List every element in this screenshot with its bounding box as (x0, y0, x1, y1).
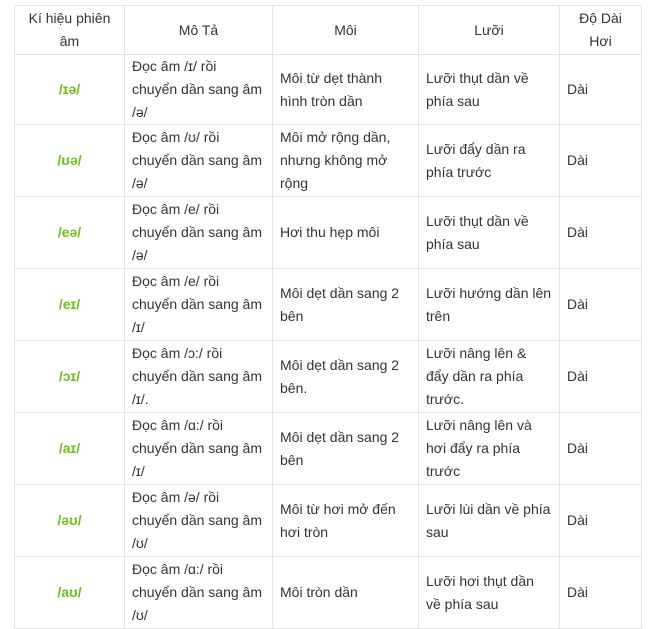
table-row (15, 269, 642, 341)
lips-cell: Môi mở rộng dần, nhưng không mở rộng (273, 125, 419, 197)
length-cell: Dài (560, 413, 642, 485)
ipa-cell: /ɪə/ (15, 55, 125, 125)
description-cell: Đọc âm /ɪ/ rồi chuyển dần sang âm /ə/ (125, 55, 273, 125)
table-row (15, 413, 642, 485)
tongue-cell: Lưỡi hướng dần lên trên (419, 269, 560, 341)
description-cell: Đọc âm /ə/ rồi chuyển dần sang âm /ʊ/ (125, 485, 273, 557)
header-tongue: Lưỡi (419, 6, 560, 55)
ipa-cell: /eɪ/ (15, 269, 125, 341)
lips-cell: Môi tròn dần (273, 557, 419, 629)
description-cell: Đọc âm /e/ rồi chuyển dần sang âm /ə/ (125, 197, 273, 269)
table-row (15, 557, 642, 629)
header-length: Độ Dài Hơi (560, 6, 642, 55)
length-cell: Dài (560, 197, 642, 269)
table-row (15, 125, 642, 197)
length-cell: Dài (560, 341, 642, 413)
ipa-cell: /əʊ/ (15, 485, 125, 557)
ipa-cell: /ʊə/ (15, 125, 125, 197)
description-cell: Đọc âm /ɑ:/ rồi chuyển dần sang âm /ʊ/ (125, 557, 273, 629)
tongue-cell: Lưỡi lùi dần về phía sau (419, 485, 560, 557)
lips-cell: Môi dẹt dần sang 2 bên. (273, 341, 419, 413)
table-row (15, 485, 642, 557)
description-cell: Đọc âm /ʊ/ rồi chuyển dần sang âm /ə/ (125, 125, 273, 197)
ipa-cell: /aʊ/ (15, 557, 125, 629)
tongue-cell: Lưỡi nâng lên & đẩy dần ra phía trước. (419, 341, 560, 413)
header-description: Mô Tả (125, 6, 273, 55)
ipa-cell: /ɔɪ/ (15, 341, 125, 413)
ipa-cell: /aɪ/ (15, 413, 125, 485)
lips-cell: Môi dẹt dần sang 2 bên (273, 269, 419, 341)
lips-cell: Môi từ hơi mở đến hơi tròn (273, 485, 419, 557)
tongue-cell: Lưỡi hơi thụt dần về phía sau (419, 557, 560, 629)
diphthong-table (14, 5, 642, 629)
tongue-cell: Lưỡi thụt dần về phía sau (419, 197, 560, 269)
description-cell: Đọc âm /ɑ:/ rồi chuyển dần sang âm /ɪ/ (125, 413, 273, 485)
description-cell: Đọc âm /ɔ:/ rồi chuyển dần sang âm /ɪ/. (125, 341, 273, 413)
lips-cell: Hơi thu hẹp môi (273, 197, 419, 269)
description-cell: Đọc âm /e/ rồi chuyển dần sang âm /ɪ/ (125, 269, 273, 341)
lips-cell: Môi từ dẹt thành hình tròn dần (273, 55, 419, 125)
table-row (15, 55, 642, 125)
header-row (15, 6, 642, 55)
table-row (15, 341, 642, 413)
tongue-cell: Lưỡi đẩy dần ra phía trước (419, 125, 560, 197)
length-cell: Dài (560, 485, 642, 557)
table-row (15, 197, 642, 269)
length-cell: Dài (560, 55, 642, 125)
header-ipa: Kí hiệu phiên âm (15, 6, 125, 55)
ipa-cell: /eə/ (15, 197, 125, 269)
tongue-cell: Lưỡi thụt dần về phía sau (419, 55, 560, 125)
lips-cell: Môi dẹt dần sang 2 bên (273, 413, 419, 485)
length-cell: Dài (560, 269, 642, 341)
header-lips: Môi (273, 6, 419, 55)
length-cell: Dài (560, 125, 642, 197)
tongue-cell: Lưỡi nâng lên và hơi đẩy ra phía trước (419, 413, 560, 485)
length-cell: Dài (560, 557, 642, 629)
